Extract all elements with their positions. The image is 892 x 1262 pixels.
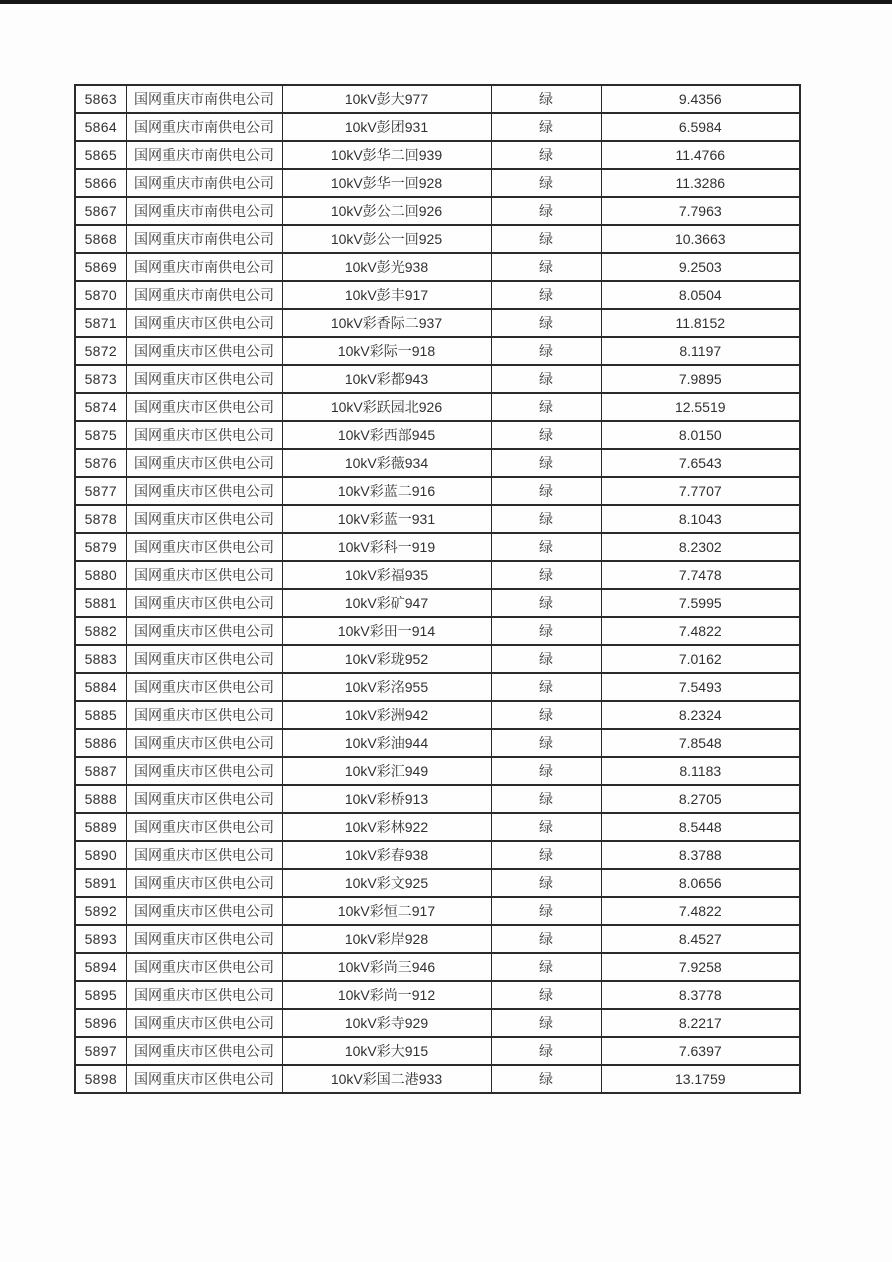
cell-feeder-name: 10kV彩汇949	[282, 757, 491, 785]
cell-row-index: 5864	[75, 113, 126, 141]
cell-value: 7.9258	[601, 953, 800, 981]
cell-row-index: 5871	[75, 309, 126, 337]
table-row	[75, 253, 800, 281]
cell-feeder-name: 10kV彩珑952	[282, 645, 491, 673]
cell-feeder-name: 10kV彩恒二917	[282, 897, 491, 925]
cell-row-index: 5891	[75, 869, 126, 897]
cell-value: 9.4356	[601, 85, 800, 113]
table-row	[75, 477, 800, 505]
cell-feeder-name: 10kV彩田一914	[282, 617, 491, 645]
cell-value: 8.1197	[601, 337, 800, 365]
feeder-status-table	[74, 84, 801, 1094]
cell-value: 7.4822	[601, 617, 800, 645]
cell-company-name: 国网重庆市区供电公司	[126, 477, 282, 505]
cell-value: 7.5995	[601, 589, 800, 617]
cell-row-index: 5870	[75, 281, 126, 309]
cell-status: 绿	[491, 673, 601, 701]
table-row	[75, 729, 800, 757]
cell-feeder-name: 10kV彩蓝一931	[282, 505, 491, 533]
cell-status: 绿	[491, 617, 601, 645]
cell-status: 绿	[491, 589, 601, 617]
table-row	[75, 841, 800, 869]
cell-status: 绿	[491, 645, 601, 673]
cell-company-name: 国网重庆市区供电公司	[126, 617, 282, 645]
cell-feeder-name: 10kV彩西部945	[282, 421, 491, 449]
cell-feeder-name: 10kV彩文925	[282, 869, 491, 897]
cell-row-index: 5872	[75, 337, 126, 365]
cell-feeder-name: 10kV彭公二回926	[282, 197, 491, 225]
cell-company-name: 国网重庆市区供电公司	[126, 645, 282, 673]
cell-value: 7.7478	[601, 561, 800, 589]
cell-status: 绿	[491, 813, 601, 841]
cell-row-index: 5895	[75, 981, 126, 1009]
cell-value: 8.0150	[601, 421, 800, 449]
cell-row-index: 5886	[75, 729, 126, 757]
cell-status: 绿	[491, 729, 601, 757]
cell-row-index: 5874	[75, 393, 126, 421]
cell-row-index: 5876	[75, 449, 126, 477]
cell-company-name: 国网重庆市南供电公司	[126, 141, 282, 169]
cell-value: 7.0162	[601, 645, 800, 673]
cell-feeder-name: 10kV彩尚三946	[282, 953, 491, 981]
table-row	[75, 225, 800, 253]
cell-row-index: 5885	[75, 701, 126, 729]
cell-row-index: 5894	[75, 953, 126, 981]
cell-value: 8.3778	[601, 981, 800, 1009]
cell-feeder-name: 10kV彩寺929	[282, 1009, 491, 1037]
table-row	[75, 785, 800, 813]
cell-company-name: 国网重庆市南供电公司	[126, 113, 282, 141]
table-row	[75, 1037, 800, 1065]
cell-company-name: 国网重庆市区供电公司	[126, 533, 282, 561]
cell-company-name: 国网重庆市南供电公司	[126, 225, 282, 253]
cell-status: 绿	[491, 169, 601, 197]
cell-feeder-name: 10kV彩林922	[282, 813, 491, 841]
cell-feeder-name: 10kV彩薇934	[282, 449, 491, 477]
cell-value: 10.3663	[601, 225, 800, 253]
cell-value: 6.5984	[601, 113, 800, 141]
table-row	[75, 141, 800, 169]
table-row	[75, 813, 800, 841]
cell-feeder-name: 10kV彩国二港933	[282, 1065, 491, 1093]
cell-company-name: 国网重庆市区供电公司	[126, 869, 282, 897]
cell-row-index: 5866	[75, 169, 126, 197]
cell-value: 7.7963	[601, 197, 800, 225]
table-row	[75, 757, 800, 785]
cell-feeder-name: 10kV彩矿947	[282, 589, 491, 617]
table-row	[75, 1065, 800, 1093]
cell-status: 绿	[491, 449, 601, 477]
cell-value: 8.3788	[601, 841, 800, 869]
cell-company-name: 国网重庆市区供电公司	[126, 309, 282, 337]
cell-company-name: 国网重庆市南供电公司	[126, 197, 282, 225]
cell-status: 绿	[491, 1065, 601, 1093]
cell-feeder-name: 10kV彭光938	[282, 253, 491, 281]
cell-company-name: 国网重庆市区供电公司	[126, 1065, 282, 1093]
cell-row-index: 5884	[75, 673, 126, 701]
cell-status: 绿	[491, 841, 601, 869]
table-row	[75, 673, 800, 701]
cell-status: 绿	[491, 141, 601, 169]
cell-company-name: 国网重庆市区供电公司	[126, 505, 282, 533]
table-row	[75, 617, 800, 645]
cell-value: 8.1043	[601, 505, 800, 533]
table-row	[75, 85, 800, 113]
table-row	[75, 897, 800, 925]
cell-status: 绿	[491, 505, 601, 533]
table-row	[75, 589, 800, 617]
cell-company-name: 国网重庆市区供电公司	[126, 841, 282, 869]
cell-company-name: 国网重庆市南供电公司	[126, 281, 282, 309]
cell-value: 8.2705	[601, 785, 800, 813]
cell-status: 绿	[491, 533, 601, 561]
cell-status: 绿	[491, 785, 601, 813]
cell-value: 8.0656	[601, 869, 800, 897]
cell-feeder-name: 10kV彩尚一912	[282, 981, 491, 1009]
cell-value: 8.4527	[601, 925, 800, 953]
cell-value: 8.5448	[601, 813, 800, 841]
cell-feeder-name: 10kV彩科一919	[282, 533, 491, 561]
cell-value: 7.9895	[601, 365, 800, 393]
cell-status: 绿	[491, 253, 601, 281]
cell-value: 7.4822	[601, 897, 800, 925]
cell-company-name: 国网重庆市区供电公司	[126, 785, 282, 813]
table-row	[75, 169, 800, 197]
cell-status: 绿	[491, 113, 601, 141]
cell-value: 7.7707	[601, 477, 800, 505]
cell-row-index: 5868	[75, 225, 126, 253]
cell-status: 绿	[491, 757, 601, 785]
cell-row-index: 5880	[75, 561, 126, 589]
table-row	[75, 113, 800, 141]
cell-status: 绿	[491, 337, 601, 365]
cell-status: 绿	[491, 1037, 601, 1065]
page-top-border	[0, 0, 892, 4]
cell-status: 绿	[491, 365, 601, 393]
cell-value: 8.0504	[601, 281, 800, 309]
cell-company-name: 国网重庆市区供电公司	[126, 981, 282, 1009]
cell-status: 绿	[491, 477, 601, 505]
cell-status: 绿	[491, 281, 601, 309]
cell-feeder-name: 10kV彩香际二937	[282, 309, 491, 337]
cell-company-name: 国网重庆市区供电公司	[126, 925, 282, 953]
cell-company-name: 国网重庆市区供电公司	[126, 701, 282, 729]
cell-company-name: 国网重庆市区供电公司	[126, 729, 282, 757]
cell-status: 绿	[491, 561, 601, 589]
cell-company-name: 国网重庆市区供电公司	[126, 1037, 282, 1065]
cell-status: 绿	[491, 897, 601, 925]
cell-feeder-name: 10kV彩岸928	[282, 925, 491, 953]
cell-status: 绿	[491, 1009, 601, 1037]
cell-company-name: 国网重庆市南供电公司	[126, 169, 282, 197]
cell-value: 7.8548	[601, 729, 800, 757]
cell-row-index: 5893	[75, 925, 126, 953]
cell-feeder-name: 10kV彩跃园北926	[282, 393, 491, 421]
cell-feeder-name: 10kV彭大977	[282, 85, 491, 113]
cell-feeder-name: 10kV彩际一918	[282, 337, 491, 365]
cell-feeder-name: 10kV彩大915	[282, 1037, 491, 1065]
cell-row-index: 5890	[75, 841, 126, 869]
table-row	[75, 365, 800, 393]
cell-company-name: 国网重庆市区供电公司	[126, 421, 282, 449]
cell-feeder-name: 10kV彩洺955	[282, 673, 491, 701]
cell-status: 绿	[491, 85, 601, 113]
table-row	[75, 701, 800, 729]
table-row	[75, 393, 800, 421]
cell-status: 绿	[491, 309, 601, 337]
cell-row-index: 5892	[75, 897, 126, 925]
cell-status: 绿	[491, 925, 601, 953]
table-row	[75, 981, 800, 1009]
table-row	[75, 505, 800, 533]
cell-value: 8.2324	[601, 701, 800, 729]
cell-company-name: 国网重庆市区供电公司	[126, 337, 282, 365]
cell-row-index: 5869	[75, 253, 126, 281]
table-row	[75, 281, 800, 309]
cell-row-index: 5889	[75, 813, 126, 841]
cell-feeder-name: 10kV彭华二回939	[282, 141, 491, 169]
cell-status: 绿	[491, 869, 601, 897]
cell-row-index: 5879	[75, 533, 126, 561]
cell-company-name: 国网重庆市区供电公司	[126, 757, 282, 785]
cell-company-name: 国网重庆市区供电公司	[126, 393, 282, 421]
cell-row-index: 5882	[75, 617, 126, 645]
cell-value: 7.6543	[601, 449, 800, 477]
cell-company-name: 国网重庆市区供电公司	[126, 673, 282, 701]
table-row	[75, 645, 800, 673]
cell-value: 13.1759	[601, 1065, 800, 1093]
table-row	[75, 533, 800, 561]
table-row	[75, 309, 800, 337]
cell-row-index: 5887	[75, 757, 126, 785]
cell-status: 绿	[491, 225, 601, 253]
table-row	[75, 925, 800, 953]
cell-company-name: 国网重庆市南供电公司	[126, 85, 282, 113]
cell-company-name: 国网重庆市区供电公司	[126, 561, 282, 589]
cell-row-index: 5883	[75, 645, 126, 673]
table-row	[75, 561, 800, 589]
table-row	[75, 1009, 800, 1037]
cell-company-name: 国网重庆市区供电公司	[126, 449, 282, 477]
cell-row-index: 5877	[75, 477, 126, 505]
cell-feeder-name: 10kV彩都943	[282, 365, 491, 393]
table-row	[75, 421, 800, 449]
cell-value: 8.2217	[601, 1009, 800, 1037]
table-row	[75, 449, 800, 477]
cell-feeder-name: 10kV彩洲942	[282, 701, 491, 729]
table-row	[75, 197, 800, 225]
cell-row-index: 5865	[75, 141, 126, 169]
cell-row-index: 5863	[75, 85, 126, 113]
cell-value: 12.5519	[601, 393, 800, 421]
cell-status: 绿	[491, 393, 601, 421]
cell-row-index: 5875	[75, 421, 126, 449]
cell-status: 绿	[491, 197, 601, 225]
cell-status: 绿	[491, 953, 601, 981]
cell-row-index: 5881	[75, 589, 126, 617]
cell-row-index: 5897	[75, 1037, 126, 1065]
cell-value: 7.5493	[601, 673, 800, 701]
cell-feeder-name: 10kV彩桥913	[282, 785, 491, 813]
cell-row-index: 5898	[75, 1065, 126, 1093]
cell-value: 11.3286	[601, 169, 800, 197]
cell-feeder-name: 10kV彩春938	[282, 841, 491, 869]
cell-row-index: 5867	[75, 197, 126, 225]
cell-feeder-name: 10kV彭公一回925	[282, 225, 491, 253]
table-body	[75, 85, 800, 1093]
cell-feeder-name: 10kV彩蓝二916	[282, 477, 491, 505]
cell-row-index: 5878	[75, 505, 126, 533]
cell-company-name: 国网重庆市区供电公司	[126, 897, 282, 925]
cell-company-name: 国网重庆市区供电公司	[126, 589, 282, 617]
cell-row-index: 5888	[75, 785, 126, 813]
cell-status: 绿	[491, 701, 601, 729]
cell-company-name: 国网重庆市区供电公司	[126, 953, 282, 981]
cell-row-index: 5873	[75, 365, 126, 393]
cell-value: 9.2503	[601, 253, 800, 281]
table-row	[75, 953, 800, 981]
cell-row-index: 5896	[75, 1009, 126, 1037]
cell-status: 绿	[491, 981, 601, 1009]
cell-status: 绿	[491, 421, 601, 449]
table-row	[75, 869, 800, 897]
cell-value: 8.2302	[601, 533, 800, 561]
cell-value: 11.4766	[601, 141, 800, 169]
cell-feeder-name: 10kV彭丰917	[282, 281, 491, 309]
cell-feeder-name: 10kV彩油944	[282, 729, 491, 757]
cell-value: 7.6397	[601, 1037, 800, 1065]
table-row	[75, 337, 800, 365]
cell-company-name: 国网重庆市区供电公司	[126, 813, 282, 841]
cell-value: 8.1183	[601, 757, 800, 785]
cell-company-name: 国网重庆市南供电公司	[126, 253, 282, 281]
cell-company-name: 国网重庆市区供电公司	[126, 365, 282, 393]
cell-value: 11.8152	[601, 309, 800, 337]
cell-feeder-name: 10kV彭团931	[282, 113, 491, 141]
cell-company-name: 国网重庆市区供电公司	[126, 1009, 282, 1037]
cell-feeder-name: 10kV彭华一回928	[282, 169, 491, 197]
cell-feeder-name: 10kV彩福935	[282, 561, 491, 589]
